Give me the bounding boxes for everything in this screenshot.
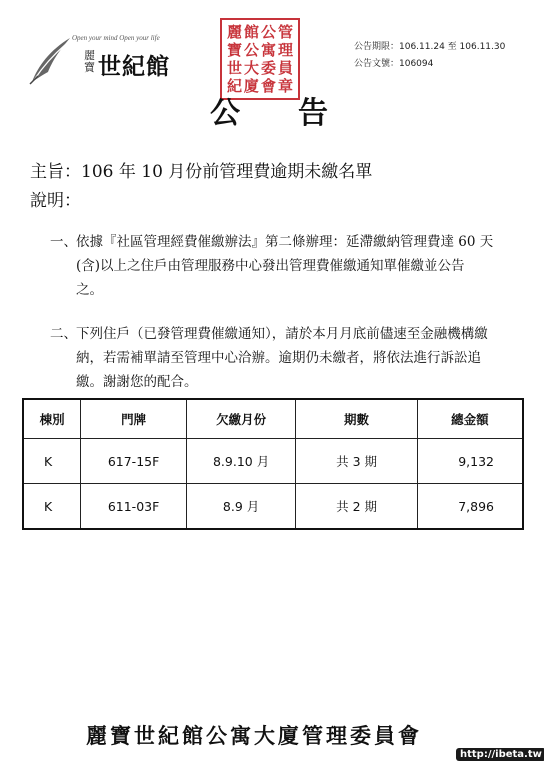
item-line: 依據『社區管理經費催繳辦法』第二條辦理：延滯繳納管理費達 60 天 (76, 234, 494, 250)
table-cell: 617-15F (81, 439, 187, 484)
seal-character: 理 (277, 41, 293, 59)
page-title: 公告 (210, 96, 386, 131)
seal-character: 紀 (226, 77, 242, 95)
item-line: (含)以上之住戶由管理服務中心發出管理費催繳通知單催繳並公告 (76, 258, 465, 274)
item-text (76, 322, 506, 394)
table-cell: 共 3 期 (296, 439, 417, 484)
table-cell: 8.9 月 (186, 484, 296, 530)
table-cell: K (23, 439, 81, 484)
table-cell: K (23, 484, 81, 530)
item-number: 一、 (50, 234, 77, 250)
seal-character: 寓 (260, 41, 276, 59)
item-text (76, 230, 506, 302)
logo-brand-text: 世紀館 (98, 53, 170, 80)
logo-slogan: Open your mind Open your life (72, 34, 160, 42)
seal-characters (226, 23, 294, 95)
seal-character: 公 (243, 41, 259, 59)
seal-character: 員 (277, 59, 293, 77)
seal-character: 麗 (226, 23, 242, 41)
column-header: 棟別 (23, 399, 81, 439)
seal-character: 館 (243, 23, 259, 41)
column-header: 門牌 (81, 399, 187, 439)
seal-character: 大 (243, 59, 259, 77)
logo-small-text: 麗寶 (84, 49, 95, 74)
seal-character: 寶 (226, 41, 242, 59)
logo (28, 34, 178, 90)
column-header: 總金額 (417, 399, 523, 439)
table-cell: 共 2 期 (296, 484, 417, 530)
seal-character: 章 (277, 77, 293, 95)
subject-line: 主旨：106 年 10 月份前管理費逾期未繳名單 (30, 162, 373, 182)
seal-character: 管 (277, 23, 293, 41)
table-header-row (23, 399, 523, 439)
seal-character: 會 (260, 77, 276, 95)
table-row (23, 484, 523, 530)
seal-character: 廈 (243, 77, 259, 95)
seal-character: 世 (226, 59, 242, 77)
seal-character: 委 (260, 59, 276, 77)
watermark: http://ibeta.tw (456, 748, 544, 761)
item-line: 繳。謝謝您的配合。 (76, 374, 198, 390)
table-cell: 9,132 (417, 439, 523, 484)
item-line: 之。 (76, 282, 103, 298)
footer-committee-name: 麗寶世紀館公寓大廈管理委員會 (86, 723, 422, 748)
explanation-label: 說明： (30, 191, 81, 211)
item-line: 下列住戶（已發管理費催繳通知），請於本月月底前儘速至金融機構繳 (76, 326, 488, 342)
table-row (23, 439, 523, 484)
feather-logo-icon (28, 36, 72, 86)
notice-period: 公告期限：106.11.24 至 106.11.30 (354, 42, 506, 52)
column-header: 期數 (296, 399, 417, 439)
item-number: 二、 (50, 326, 77, 342)
overdue-table (22, 398, 524, 530)
seal-character: 公 (260, 23, 276, 41)
table-cell: 8.9.10 月 (186, 439, 296, 484)
table-cell: 611-03F (81, 484, 187, 530)
item-line: 納，若需補單請至管理中心洽辦。逾期仍未繳者，將依法進行訴訟追 (76, 350, 481, 366)
table-cell: 7,896 (417, 484, 523, 530)
column-header: 欠繳月份 (186, 399, 296, 439)
document-number: 公告文號：106094 (354, 59, 434, 69)
